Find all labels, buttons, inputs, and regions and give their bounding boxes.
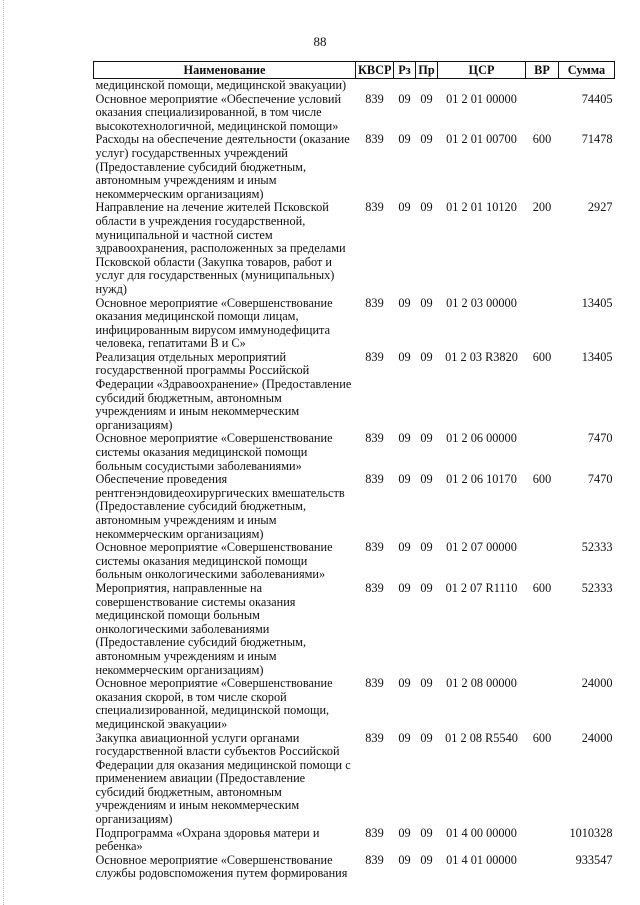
- header-sum: Сумма: [559, 62, 615, 79]
- cell-kvsr: 839: [365, 295, 384, 310]
- cell-sum: 13405: [581, 349, 613, 364]
- left-margin-line: [3, 0, 5, 905]
- table-row: [94, 297, 615, 351]
- cell-sum: 7470: [587, 431, 613, 446]
- cell-vr: [526, 79, 559, 93]
- cell-kvsr: [356, 79, 394, 93]
- table-row: [94, 133, 615, 201]
- cell-rz: 09: [398, 540, 411, 555]
- cell-sum: 2927: [587, 200, 613, 215]
- cell-csr: 01 2 06 00000: [446, 431, 517, 446]
- table-row: [94, 854, 615, 881]
- cell-csr: 01 2 01 00000: [446, 91, 517, 106]
- cell-vr: 600: [532, 730, 552, 745]
- cell-name: Основное мероприятие «Совершенствование системы оказания медицинской помощи больным сосудистыми заболеваниями»: [95, 431, 333, 473]
- cell-vr: 600: [532, 472, 552, 487]
- cell-sum: 7470: [587, 472, 613, 487]
- cell-pr: 09: [420, 91, 433, 106]
- cell-pr: 09: [420, 132, 433, 147]
- cell-name: медицинской помощи, медицинской эвакуации): [95, 78, 347, 92]
- table-row: [94, 351, 615, 433]
- table-row: [94, 582, 615, 677]
- cell-sum: [559, 79, 615, 93]
- cell-sum: 24000: [581, 730, 613, 745]
- table-row: [94, 732, 615, 827]
- cell-rz: 09: [398, 580, 411, 595]
- cell-rz: 09: [398, 132, 411, 147]
- cell-csr: 01 2 07 00000: [446, 540, 517, 555]
- cell-pr: 09: [420, 580, 433, 595]
- cell-vr: [526, 432, 559, 473]
- cell-vr: [526, 297, 559, 351]
- cell-kvsr: 839: [365, 91, 384, 106]
- cell-kvsr: 839: [365, 472, 384, 487]
- cell-rz: 09: [398, 676, 411, 691]
- cell-csr: 01 2 01 00700: [446, 132, 517, 147]
- cell-sum: 74405: [581, 91, 613, 106]
- cell-pr: 09: [420, 852, 433, 867]
- cell-vr: 600: [532, 580, 552, 595]
- cell-csr: 01 2 03 R3820: [445, 349, 518, 364]
- table-row: [94, 93, 615, 134]
- cell-name: Направление на лечение жителей Псковской области в учреждения государственной, муниципальной и частной систем здравоохранения, расположенных за пределами Псковской области (Закупка товаров, работ и услуг для государственных (муниципальных) нужд): [95, 200, 346, 296]
- cell-rz: 09: [398, 431, 411, 446]
- cell-csr: 01 2 07 R1110: [445, 580, 518, 595]
- header-pr: Пр: [416, 62, 438, 79]
- table-row: [94, 473, 615, 541]
- cell-vr: [526, 541, 559, 582]
- cell-name: Подпрограмма «Охрана здоровья матери и ребенка»: [95, 825, 320, 854]
- cell-sum: 71478: [581, 132, 613, 147]
- cell-vr: 200: [532, 200, 552, 215]
- cell-csr: 01 2 03 00000: [446, 295, 517, 310]
- header-vr: ВР: [526, 62, 559, 79]
- cell-kvsr: 839: [365, 200, 384, 215]
- cell-kvsr: 839: [365, 431, 384, 446]
- cell-rz: [394, 79, 416, 93]
- cell-sum: 24000: [581, 676, 613, 691]
- page-number: 88: [313, 34, 327, 49]
- cell-vr: [526, 677, 559, 731]
- cell-name: Закупка авиационной услуги органами государственной власти субъектов Российской Федерации для оказания медицинской помощи с применением авиации (Предоставление субсидий бюджетным, автономным учреждениям и иным некоммерческим организациям): [95, 730, 351, 827]
- cell-kvsr: 839: [365, 580, 384, 595]
- table-row: [94, 827, 615, 854]
- cell-kvsr: 839: [365, 852, 384, 867]
- table-header-row: [94, 62, 615, 79]
- cell-vr: [526, 93, 559, 134]
- cell-vr: 600: [532, 349, 552, 364]
- cell-vr: 600: [532, 132, 552, 147]
- cell-name: Основное мероприятие «Совершенствование оказания скорой, в том числе скорой специализированной, медицинской помощи, медицинской эвакуации»: [95, 676, 333, 731]
- cell-name: Реализация отдельных мероприятий государственной программы Российской Федерации «Здравоохранение» (Предоставление субсидий бюджетным, автономным учреждениям и иным некоммерческим организациям): [95, 349, 352, 432]
- cell-rz: 09: [398, 91, 411, 106]
- cell-vr: [526, 827, 559, 854]
- cell-pr: 09: [420, 200, 433, 215]
- cell-rz: 09: [398, 295, 411, 310]
- table-body: [94, 79, 615, 882]
- cell-csr: 01 2 06 10170: [446, 472, 517, 487]
- cell-rz: 09: [398, 730, 411, 745]
- table-row: [94, 79, 615, 93]
- header-csr: ЦСР: [438, 62, 526, 79]
- cell-name: Основное мероприятие «Совершенствование оказания медицинской помощи лицам, инфицированным вирусом иммунодефицита человека, гепатитами В и С»: [95, 295, 333, 351]
- cell-name: Основное мероприятие «Обеспечение условий оказания специализированной, в том числе высокотехнологичной, медицинской помощи»: [95, 91, 342, 133]
- cell-csr: 01 4 00 00000: [446, 825, 517, 840]
- header-name: Наименование: [94, 62, 356, 79]
- cell-csr: 01 2 01 10120: [446, 200, 517, 215]
- budget-table-container: [93, 61, 614, 881]
- cell-pr: 09: [420, 295, 433, 310]
- cell-pr: 09: [420, 825, 433, 840]
- cell-pr: 09: [420, 349, 433, 364]
- cell-rz: 09: [398, 472, 411, 487]
- cell-sum: 52333: [581, 540, 613, 555]
- cell-rz: 09: [398, 200, 411, 215]
- header-kvsr: КВСР: [356, 62, 394, 79]
- cell-kvsr: 839: [365, 730, 384, 745]
- cell-pr: 09: [420, 472, 433, 487]
- cell-name: Основное мероприятие «Совершенствование системы оказания медицинской помощи больным онкологическими заболеваниями»: [95, 540, 333, 582]
- cell-name: Расходы на обеспечение деятельности (оказание услуг) государственных учреждений (Предоставление субсидий бюджетным, автономным учреждениям и иным некоммерческим организациям): [95, 132, 350, 201]
- cell-sum: 933547: [575, 852, 613, 867]
- cell-kvsr: 839: [365, 132, 384, 147]
- cell-name: Основное мероприятие «Совершенствование службы родовспоможения путем формирования: [95, 852, 348, 881]
- cell-sum: 1010328: [569, 825, 613, 840]
- cell-kvsr: 839: [365, 676, 384, 691]
- cell-rz: 09: [398, 852, 411, 867]
- cell-name: Мероприятия, направленные на совершенствование системы оказания медицинской помощи больным онкологическими заболеваниями (Предоставление субсидий бюджетным, автономным учреждениям и иным некоммерческим организациям): [95, 580, 307, 677]
- table-row: [94, 201, 615, 296]
- cell-csr: 01 4 01 00000: [446, 852, 517, 867]
- cell-pr: 09: [420, 676, 433, 691]
- cell-kvsr: 839: [365, 540, 384, 555]
- cell-csr: 01 2 08 R5540: [445, 730, 518, 745]
- cell-kvsr: 839: [365, 349, 384, 364]
- table-row: [94, 432, 615, 473]
- cell-sum: 13405: [581, 295, 613, 310]
- cell-pr: 09: [420, 431, 433, 446]
- cell-csr: 01 2 08 00000: [446, 676, 517, 691]
- cell-vr: [526, 854, 559, 881]
- cell-pr: 09: [420, 540, 433, 555]
- cell-sum: 52333: [581, 580, 613, 595]
- table-row: [94, 677, 615, 731]
- cell-kvsr: 839: [365, 825, 384, 840]
- cell-pr: 09: [420, 730, 433, 745]
- cell-name: Обеспечение проведения рентгенэндовидеохирургических вмешательств (Предоставление субсидий бюджетным, автономным учреждениям и иным некоммерческим организациям): [95, 472, 345, 541]
- cell-csr: [438, 79, 526, 93]
- cell-rz: 09: [398, 825, 411, 840]
- table-row: [94, 541, 615, 582]
- cell-pr: [416, 79, 438, 93]
- header-rz: Рз: [394, 62, 416, 79]
- cell-rz: 09: [398, 349, 411, 364]
- budget-table: [93, 61, 615, 881]
